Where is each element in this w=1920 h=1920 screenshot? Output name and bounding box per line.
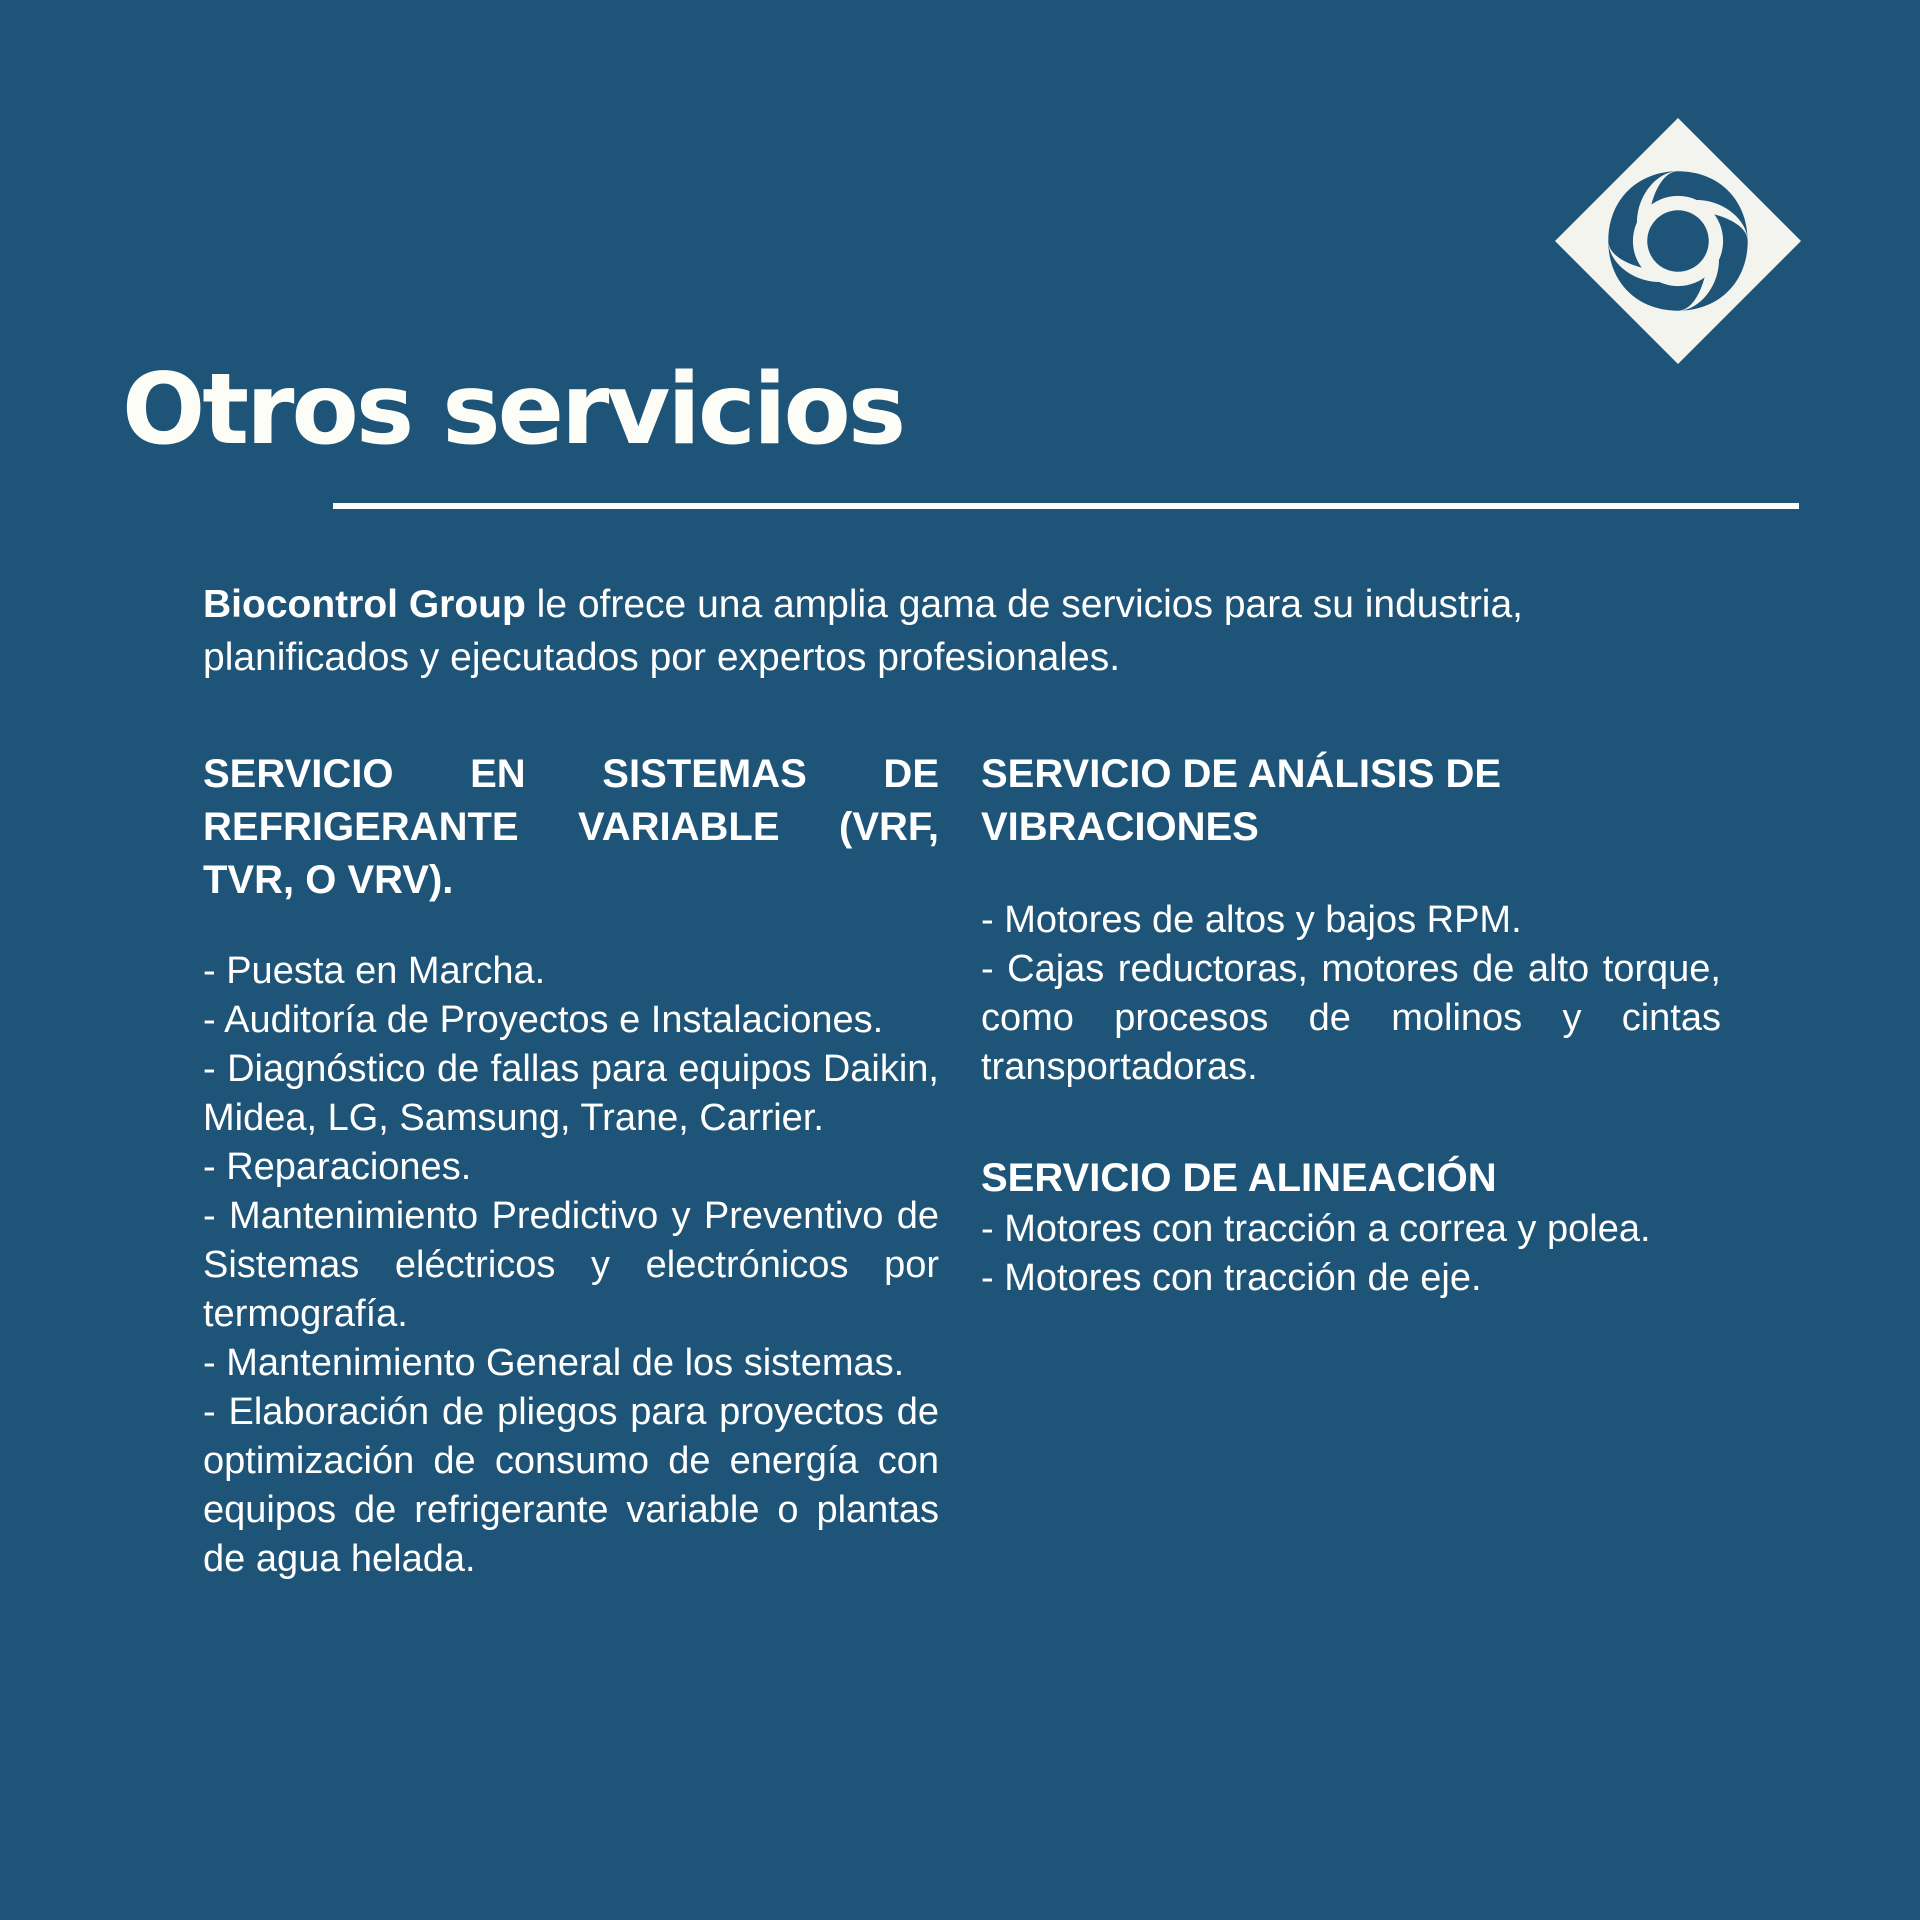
- list-item: - Motores de altos y bajos RPM.: [981, 899, 1522, 941]
- list-item: - Cajas reductoras, motores de alto torque, como procesos de molinos y cintas transportadoras.: [981, 948, 1721, 1088]
- alignment-service-title: SERVICIO DE ALINEACIÓN: [981, 1156, 1497, 1200]
- list-item: - Diagnóstico de fallas para equipos Daikin, Midea, LG, Samsung, Trane, Carrier.: [203, 1048, 939, 1139]
- right-services-column: [981, 748, 1721, 1303]
- page-title: Otros servicios: [122, 353, 904, 467]
- list-item: - Reparaciones.: [203, 1146, 472, 1188]
- vrf-service-column: [203, 748, 939, 1584]
- intro-text: le ofrece una amplia gama de servicios para su industria, planificados y ejecutados por expertos profesionales.: [203, 583, 1523, 679]
- list-item: - Auditoría de Proyectos e Instalaciones.: [203, 999, 884, 1041]
- title-divider: [333, 503, 1799, 509]
- list-item: - Elaboración de pliegos para proyectos de optimización de consumo de energía con equipos de refrigerante variable o plantas de agua helada.: [203, 1391, 939, 1580]
- list-item: - Mantenimiento General de los sistemas.: [203, 1342, 905, 1384]
- list-item: - Puesta en Marcha.: [203, 950, 546, 992]
- list-item: - Motores con tracción de eje.: [981, 1257, 1482, 1299]
- alignment-service-list: [981, 1205, 1721, 1303]
- intro-paragraph: [203, 578, 1723, 684]
- list-item: - Mantenimiento Predictivo y Preventivo de Sistemas eléctricos y electrónicos por termografía.: [203, 1195, 939, 1335]
- vrf-service-title: SERVICIO EN SISTEMAS DE REFRIGERANTE VARIABLE (VRF, TVR, O VRV).: [203, 752, 939, 902]
- vibration-service-title: SERVICIO DE ANÁLISIS DE VIBRACIONES: [981, 752, 1502, 849]
- diamond-swirl-logo-icon: [1555, 118, 1801, 364]
- list-item: - Motores con tracción a correa y polea.: [981, 1208, 1651, 1250]
- vibration-service-list: [981, 896, 1721, 1092]
- company-name: Biocontrol Group: [203, 583, 526, 626]
- vrf-service-list: [203, 947, 939, 1584]
